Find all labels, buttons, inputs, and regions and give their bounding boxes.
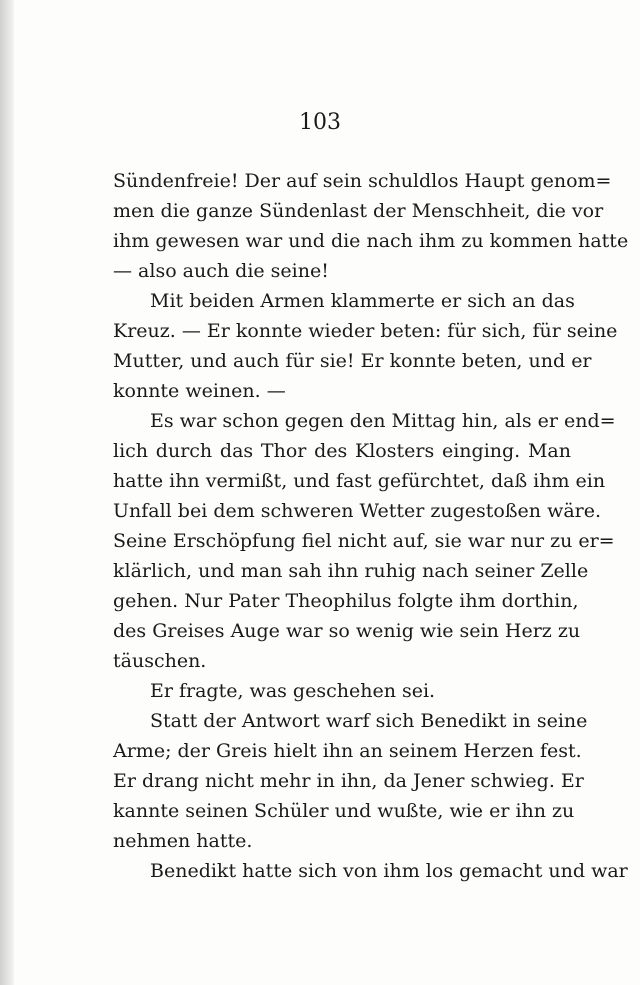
text-line: des Greises Auge war so wenig wie sein Herz zu: [113, 620, 581, 642]
text-line: konnte weinen. —: [113, 380, 286, 402]
text-line: kannte seinen Schüler und wußte, wie er ihn zu: [113, 800, 575, 822]
text-line: täuschen.: [113, 650, 207, 672]
scan-edge: [0, 0, 14, 985]
text-line: Benedikt hatte sich von ihm los gemacht und war: [150, 860, 628, 882]
text-line: Es war schon gegen den Mittag hin, als er end=: [150, 410, 616, 432]
text-line: Mutter, und auch für sie! Er konnte beten, und er: [113, 350, 592, 372]
text-line: Er drang nicht mehr in ihn, da Jener schwieg. Er: [113, 770, 584, 792]
text-line: hatte ihn vermißt, und fast gefürchtet, daß ihm ein: [113, 470, 606, 492]
page-number: 103: [299, 110, 341, 135]
text-line: Kreuz. — Er konnte wieder beten: für sich, für seine: [113, 320, 618, 342]
text-line: men die ganze Sündenlast der Menschheit, die vor: [113, 200, 604, 222]
text-line: Mit beiden Armen klammerte er sich an das: [150, 290, 575, 312]
text-line: Unfall bei dem schweren Wetter zugestoßen wäre.: [113, 500, 602, 522]
text-line: Sündenfreie! Der auf sein schuldlos Haupt genom=: [113, 170, 612, 192]
text-line: Seine Erschöpfung fiel nicht auf, sie war nur zu er=: [113, 530, 615, 552]
text-line: Er fragte, was geschehen sei.: [150, 680, 436, 702]
text-line: ihm gewesen war und die nach ihm zu kommen hatte: [113, 230, 629, 252]
text-line: gehen. Nur Pater Theophilus folgte ihm dorthin,: [113, 590, 579, 612]
text-line: — also auch die seine!: [113, 260, 329, 282]
text-line: Arme; der Greis hielt ihn an seinem Herzen fest.: [113, 740, 582, 762]
text-line: Statt der Antwort warf sich Benedikt in seine: [150, 710, 588, 732]
text-line: nehmen hatte.: [113, 830, 253, 852]
text-line: klärlich, und man sah ihn ruhig nach seiner Zelle: [113, 560, 589, 582]
text-line: lich durch das Thor des Klosters einging. Man: [113, 440, 571, 462]
body-text: [113, 166, 629, 886]
